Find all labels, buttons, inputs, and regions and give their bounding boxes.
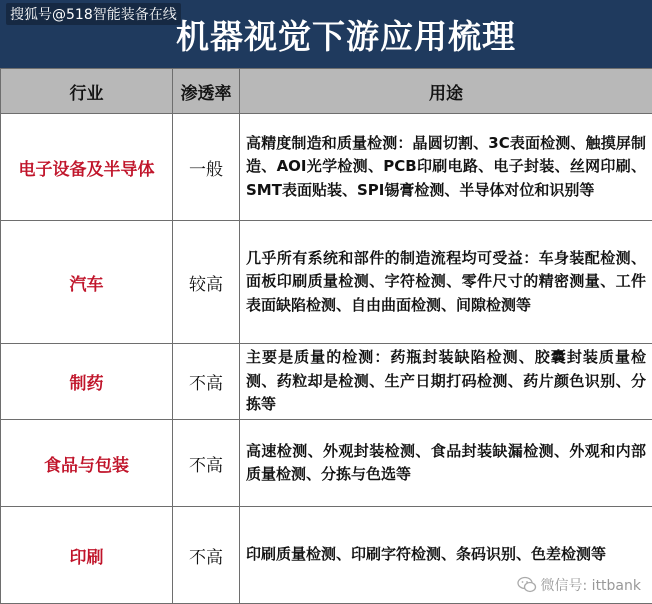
table-row <box>1 114 652 221</box>
industry-cell: 制药 <box>1 344 173 420</box>
rate-cell: 一般 <box>173 114 240 221</box>
wechat-watermark <box>514 574 644 596</box>
wechat-icon <box>517 576 537 594</box>
table-row <box>1 344 652 420</box>
watermark-top: 搜狐号@518智能装备在线 <box>6 3 181 25</box>
usage-cell: 高精度制造和质量检测：晶圆切割、3C表面检测、触摸屏制造、AOI光学检测、PCB印刷电路、电子封装、丝网印刷、SMT表面贴装、SPI锡膏检测、半导体对位和识别等 <box>240 114 652 221</box>
table-header-row <box>1 69 652 114</box>
wechat-id: 微信号: ittbank <box>541 575 641 595</box>
industry-cell: 电子设备及半导体 <box>1 114 173 221</box>
usage-cell: 几乎所有系统和部件的制造流程均可受益：车身装配检测、面板印刷质量检测、字符检测、零件尺寸的精密测量、工件表面缺陷检测、自由曲面检测、间隙检测等 <box>240 221 652 344</box>
usage-cell: 高速检测、外观封装检测、食品封装缺漏检测、外观和内部质量检测、分拣与色选等 <box>240 420 652 507</box>
page-title: 机器视觉下游应用梳理 <box>176 11 516 58</box>
industry-cell: 汽车 <box>1 221 173 344</box>
industry-cell: 印刷 <box>1 507 173 604</box>
usage-cell: 主要是质量的检测：药瓶封装缺陷检测、胶囊封装质量检测、药粒却是检测、生产日期打码检测、药片颜色识别、分拣等 <box>240 344 652 420</box>
header-usage: 用途 <box>240 69 652 114</box>
table-row <box>1 420 652 507</box>
rate-cell: 不高 <box>173 507 240 604</box>
application-table <box>0 68 652 604</box>
usage-cell: 印刷质量检测、印刷字符检测、条码识别、色差检测等 <box>240 507 652 604</box>
rate-cell: 较高 <box>173 221 240 344</box>
header-rate: 渗透率 <box>173 69 240 114</box>
industry-cell: 食品与包装 <box>1 420 173 507</box>
table-row <box>1 221 652 344</box>
rate-cell: 不高 <box>173 344 240 420</box>
rate-cell: 不高 <box>173 420 240 507</box>
header-industry: 行业 <box>1 69 173 114</box>
